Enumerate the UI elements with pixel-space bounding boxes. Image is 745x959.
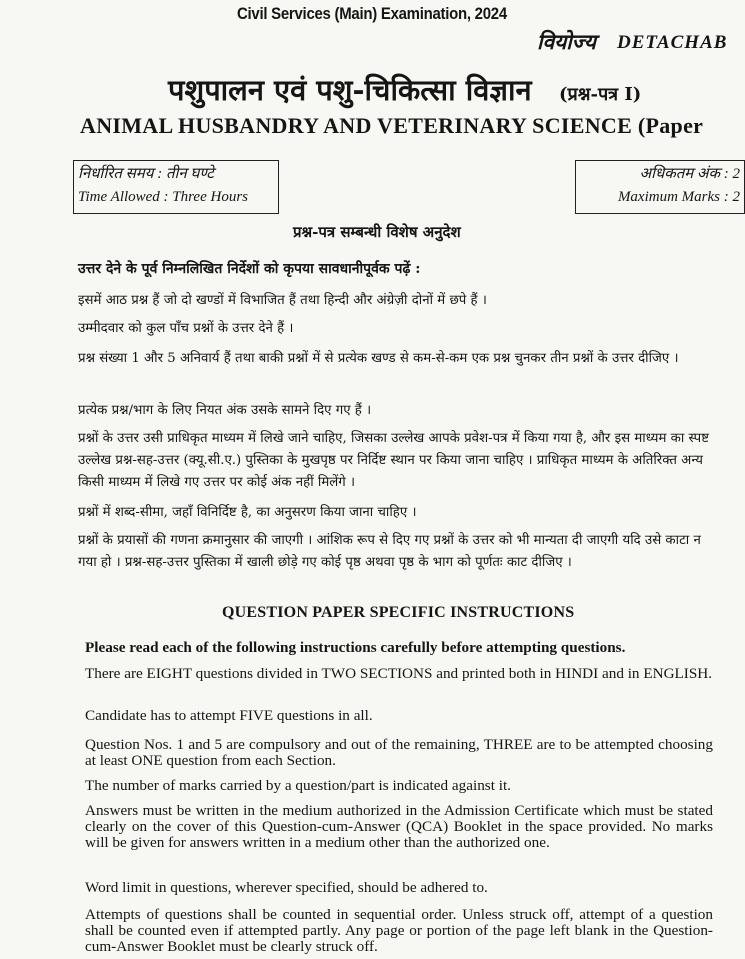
maximum-marks-box	[575, 160, 745, 214]
english-instruction-item: Word limit in questions, wherever specified, should be adhered to.	[85, 879, 488, 896]
time-allowed-hindi: निर्धारित समय : तीन घण्टे	[78, 166, 214, 182]
english-instruction-item: There are EIGHT questions divided in TWO SECTIONS and printed both in HINDI and in ENGLISH.	[85, 665, 713, 682]
hindi-instruction-item: इसमें आठ प्रश्न हैं जो दो खण्डों में विभाजित हैं तथा हिन्दी और अंग्रेज़ी दोनों में छपे हैं ।	[78, 293, 487, 308]
hindi-instruction-item: प्रश्न संख्या 1 और 5 अनिवार्य हैं तथा बाकी प्रश्नों में से प्रत्येक खण्ड से कम-से-कम एक प्रश्न चुनकर तीन प्रश्नों के उत्तर दीजिए ।	[78, 351, 679, 366]
english-instruction-item: Attempts of questions shall be counted in sequential order. Unless struck off, attempt of a question shall be counted even if attempted partly. Any page or portion of the page left blank in the Question-cum-Answer Booklet must be clearly struck off.	[85, 906, 713, 955]
hindi-instruction-item: उम्मीदवार को कुल पाँच प्रश्नों के उत्तर देने हैं ।	[78, 321, 294, 336]
detachable-label-english: DETACHAB	[617, 32, 728, 53]
detachable-label-hindi: वियोज्य	[537, 29, 596, 54]
paper-title-english: ANIMAL HUSBANDRY AND VETERINARY SCIENCE (Paper	[80, 113, 704, 138]
english-instruction-item: Candidate has to attempt FIVE questions in all.	[85, 707, 373, 724]
english-instruction-item: Question Nos. 1 and 5 are compulsory and out of the remaining, THREE are to be attempted choosing at least ONE question from each Section.	[85, 736, 713, 769]
time-allowed-box	[73, 160, 279, 214]
english-instructions-heading: QUESTION PAPER SPECIFIC INSTRUCTIONS	[222, 604, 575, 621]
time-allowed-english: Time Allowed : Three Hours	[78, 189, 249, 205]
english-instruction-item: The number of marks carried by a question/part is indicated against it.	[85, 777, 511, 794]
hindi-instruction-item: प्रश्नों के प्रयासों की गणना क्रमानुसार की जाएगी । आंशिक रूप से दिए गए प्रश्नों के उत्तर को भी मान्यता दी जाएगी यदि उसे काटा न गया हो । प्रश्न-सह-उत्तर पुस्तिका में खाली छोड़े गए कोई पृष्ठ अथवा पृष्ठ के भाग को पूर्णतः काट दीजिए ।	[78, 533, 701, 570]
hindi-instructions-heading: प्रश्न-पत्र सम्बन्धी विशेष अनुदेश	[293, 223, 461, 241]
paper-number-hindi: (प्रश्न-पत्र I)	[559, 84, 642, 105]
maximum-marks-english: Maximum Marks : 2	[617, 189, 740, 205]
maximum-marks-hindi: अधिकतम अंक : 2	[639, 166, 740, 182]
hindi-instruction-item: प्रश्नों में शब्द-सीमा, जहाँ विनिर्दिष्ट है, का अनुसरण किया जाना चाहिए ।	[78, 505, 417, 520]
hindi-instruction-item: प्रश्नों के उत्तर उसी प्राधिकृत माध्यम में लिखे जाने चाहिए, जिसका उल्लेख आपके प्रवेश-पत्र में किया गया है, और इस माध्यम का स्पष्ट उल्लेख प्रश्न-सह-उत्तर (क्यू.सी.ए.) पुस्तिका के मुखपृष्ठ पर निर्दिष्ट स्थान पर किया जाना चाहिए । प्राधिकृत माध्यम के अतिरिक्त अन्य किसी माध्यम में लिखे गए उत्तर पर कोई अंक नहीं मिलेंगे ।	[78, 431, 709, 490]
hindi-instructions-intro: उत्तर देने के पूर्व निम्नलिखित निर्देशों को कृपया सावधानीपूर्वक पढ़ें :	[78, 261, 421, 277]
paper-title-hindi: पशुपालन एवं पशु-चिकित्सा विज्ञान	[168, 73, 532, 107]
hindi-instruction-item: प्रत्येक प्रश्न/भाग के लिए नियत अंक उसके सामने दिए गए हैं ।	[78, 403, 372, 418]
english-instruction-item: Answers must be written in the medium authorized in the Admission Certificate which must be stated clearly on the cover of this Question-cum-Answer (QCA) Booklet in the space provided. No marks will be given for answers written in a medium other than the authorized one.	[85, 802, 713, 851]
english-instructions-intro: Please read each of the following instructions carefully before attempting questions.	[85, 639, 626, 656]
exam-name: Civil Services (Main) Examination, 2024	[237, 4, 507, 23]
